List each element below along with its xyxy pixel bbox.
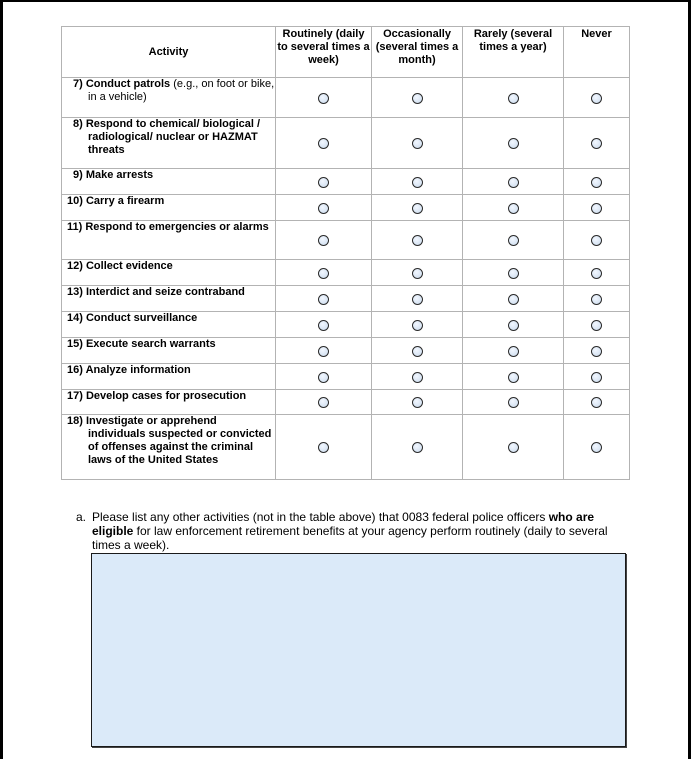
radio-rarely[interactable] [508, 442, 519, 453]
radio-cell-occasionally [372, 415, 463, 480]
radio-never[interactable] [591, 93, 602, 104]
radio-occasionally[interactable] [412, 294, 423, 305]
radio-occasionally[interactable] [412, 346, 423, 357]
radio-never[interactable] [591, 203, 602, 214]
radio-cell-routinely [276, 118, 372, 169]
radio-cell-occasionally [372, 78, 463, 118]
radio-rarely[interactable] [508, 320, 519, 331]
radio-never[interactable] [591, 397, 602, 408]
radio-occasionally[interactable] [412, 235, 423, 246]
activity-label [62, 415, 275, 467]
activity-number: 15) [67, 338, 83, 350]
activity-text: Collect evidence [85, 260, 173, 272]
radio-cell-rarely [463, 260, 564, 286]
radio-routinely[interactable] [318, 235, 329, 246]
radio-routinely[interactable] [318, 346, 329, 357]
radio-cell-never [564, 260, 630, 286]
radio-never[interactable] [591, 320, 602, 331]
radio-cell-rarely [463, 286, 564, 312]
activity-text: Carry a firearm [85, 195, 165, 207]
radio-rarely[interactable] [508, 268, 519, 279]
radio-occasionally[interactable] [412, 177, 423, 188]
activity-cell [62, 286, 276, 312]
radio-occasionally[interactable] [412, 442, 423, 453]
radio-occasionally[interactable] [412, 203, 423, 214]
radio-cell-routinely [276, 364, 372, 390]
radio-rarely[interactable] [508, 294, 519, 305]
radio-routinely[interactable] [318, 397, 329, 408]
activity-label [62, 221, 275, 234]
activity-number: 16) [67, 364, 83, 376]
radio-occasionally[interactable] [412, 320, 423, 331]
radio-rarely[interactable] [508, 177, 519, 188]
activity-text: Conduct surveillance [85, 312, 198, 324]
question-text-bold: who are eligible [92, 510, 595, 538]
activity-cell [62, 195, 276, 221]
radio-cell-rarely [463, 169, 564, 195]
activity-label [62, 390, 275, 403]
activity-label [62, 286, 275, 299]
radio-rarely[interactable] [508, 346, 519, 357]
radio-cell-routinely [276, 390, 372, 415]
activity-label [62, 338, 275, 351]
radio-cell-never [564, 221, 630, 260]
table-row [62, 286, 630, 312]
radio-rarely[interactable] [508, 235, 519, 246]
activity-label [62, 260, 275, 273]
radio-routinely[interactable] [318, 177, 329, 188]
radio-cell-occasionally [372, 260, 463, 286]
radio-cell-rarely [463, 195, 564, 221]
header-row [62, 27, 630, 78]
activity-number: 7) [73, 78, 83, 90]
radio-cell-rarely [463, 390, 564, 415]
radio-occasionally[interactable] [412, 397, 423, 408]
activity-number: 12) [67, 260, 83, 272]
question-text [76, 510, 636, 552]
activity-text: Respond to emergencies or alarms [85, 221, 269, 233]
radio-cell-routinely [276, 286, 372, 312]
activity-cell [62, 415, 276, 480]
radio-rarely[interactable] [508, 397, 519, 408]
radio-cell-never [564, 169, 630, 195]
radio-cell-never [564, 286, 630, 312]
radio-rarely[interactable] [508, 372, 519, 383]
table-row [62, 338, 630, 364]
radio-cell-occasionally [372, 195, 463, 221]
activity-cell [62, 221, 276, 260]
radio-cell-never [564, 338, 630, 364]
radio-cell-rarely [463, 338, 564, 364]
radio-never[interactable] [591, 177, 602, 188]
activity-number: 10) [67, 195, 83, 207]
table-row [62, 312, 630, 338]
activity-cell [62, 390, 276, 415]
table-row [62, 169, 630, 195]
radio-cell-routinely [276, 221, 372, 260]
activity-text: Develop cases for prosecution [85, 390, 247, 402]
activity-number: 18) [67, 415, 83, 427]
radio-routinely[interactable] [318, 372, 329, 383]
activity-cell [62, 260, 276, 286]
radio-cell-occasionally [372, 169, 463, 195]
radio-cell-rarely [463, 364, 564, 390]
activity-number: 14) [67, 312, 83, 324]
radio-routinely[interactable] [318, 268, 329, 279]
header-occasionally: Occasionally (several times a month) [372, 27, 463, 78]
radio-cell-routinely [276, 195, 372, 221]
activity-frequency-table [61, 26, 630, 480]
table-row [62, 415, 630, 480]
radio-occasionally[interactable] [412, 268, 423, 279]
radio-cell-routinely [276, 312, 372, 338]
table-row [62, 221, 630, 260]
radio-never[interactable] [591, 372, 602, 383]
radio-never[interactable] [591, 268, 602, 279]
radio-cell-routinely [276, 338, 372, 364]
radio-never[interactable] [591, 294, 602, 305]
radio-cell-rarely [463, 415, 564, 480]
radio-occasionally[interactable] [412, 372, 423, 383]
radio-routinely[interactable] [318, 442, 329, 453]
radio-cell-never [564, 78, 630, 118]
question-text-part-1: Please list any other activities (not in the table above) that 0083 federal police officers [92, 510, 549, 524]
activity-label [62, 195, 275, 208]
radio-cell-routinely [276, 260, 372, 286]
activity-label [62, 118, 275, 157]
radio-cell-never [564, 312, 630, 338]
table-row [62, 390, 630, 415]
activity-text: Investigate or apprehend individuals suspected or convicted of offenses against the criminal laws of the United States [85, 415, 272, 466]
radio-cell-never [564, 415, 630, 480]
activity-cell [62, 364, 276, 390]
activity-number: 13) [67, 286, 83, 298]
radio-rarely[interactable] [508, 203, 519, 214]
activity-label [62, 78, 275, 104]
activity-text: Respond to chemical/ biological / radiological/ nuclear or HAZMAT threats [85, 118, 261, 156]
activity-cell [62, 118, 276, 169]
radio-cell-occasionally [372, 286, 463, 312]
radio-cell-rarely [463, 78, 564, 118]
radio-cell-never [564, 364, 630, 390]
radio-occasionally[interactable] [412, 138, 423, 149]
activity-cell [62, 169, 276, 195]
activity-number: 11) [67, 221, 83, 233]
activity-number: 17) [67, 390, 83, 402]
activity-number: 9) [73, 169, 83, 181]
radio-routinely[interactable] [318, 138, 329, 149]
table-row [62, 118, 630, 169]
activity-text: Execute search warrants [85, 338, 216, 350]
activity-label [62, 169, 275, 182]
table-row [62, 260, 630, 286]
activity-cell [62, 338, 276, 364]
radio-cell-occasionally [372, 118, 463, 169]
radio-cell-occasionally [372, 390, 463, 415]
activity-cell [62, 312, 276, 338]
radio-never[interactable] [591, 235, 602, 246]
radio-never[interactable] [591, 138, 602, 149]
activity-number: 8) [73, 118, 83, 130]
question-text-part-2: for law enforcement retirement benefits at your agency perform routinely (daily to several times a week). [92, 524, 608, 552]
radio-routinely[interactable] [318, 93, 329, 104]
activity-label [62, 364, 275, 377]
radio-cell-occasionally [372, 221, 463, 260]
header-routinely: Routinely (daily to several times a week) [276, 27, 372, 78]
radio-cell-occasionally [372, 312, 463, 338]
radio-cell-occasionally [372, 364, 463, 390]
table-row [62, 364, 630, 390]
radio-rarely[interactable] [508, 138, 519, 149]
radio-cell-never [564, 390, 630, 415]
radio-cell-rarely [463, 118, 564, 169]
activity-text: Analyze information [85, 364, 191, 376]
radio-cell-routinely [276, 169, 372, 195]
activity-cell [62, 78, 276, 118]
radio-cell-occasionally [372, 338, 463, 364]
radio-routinely[interactable] [318, 203, 329, 214]
table-row [62, 78, 630, 118]
radio-cell-never [564, 195, 630, 221]
radio-never[interactable] [591, 442, 602, 453]
header-rarely: Rarely (several times a year) [463, 27, 564, 78]
activity-note: (e.g., on foot or bike, in a vehicle) [88, 78, 275, 103]
radio-rarely[interactable] [508, 93, 519, 104]
radio-cell-never [564, 118, 630, 169]
radio-cell-routinely [276, 78, 372, 118]
radio-occasionally[interactable] [412, 93, 423, 104]
radio-cell-rarely [463, 312, 564, 338]
radio-routinely[interactable] [318, 320, 329, 331]
header-never: Never [564, 27, 630, 78]
radio-cell-rarely [463, 221, 564, 260]
radio-never[interactable] [591, 346, 602, 357]
activity-text: Make arrests [85, 169, 154, 181]
radio-routinely[interactable] [318, 294, 329, 305]
activity-label [62, 312, 275, 325]
other-activities-question [76, 510, 636, 552]
header-activity: Activity [62, 27, 276, 78]
table-row [62, 195, 630, 221]
activity-text: Conduct patrols [85, 78, 171, 90]
radio-cell-routinely [276, 415, 372, 480]
activity-text: Interdict and seize contraband [85, 286, 245, 298]
other-activities-textarea[interactable] [91, 553, 626, 747]
question-label: a. [76, 510, 87, 524]
